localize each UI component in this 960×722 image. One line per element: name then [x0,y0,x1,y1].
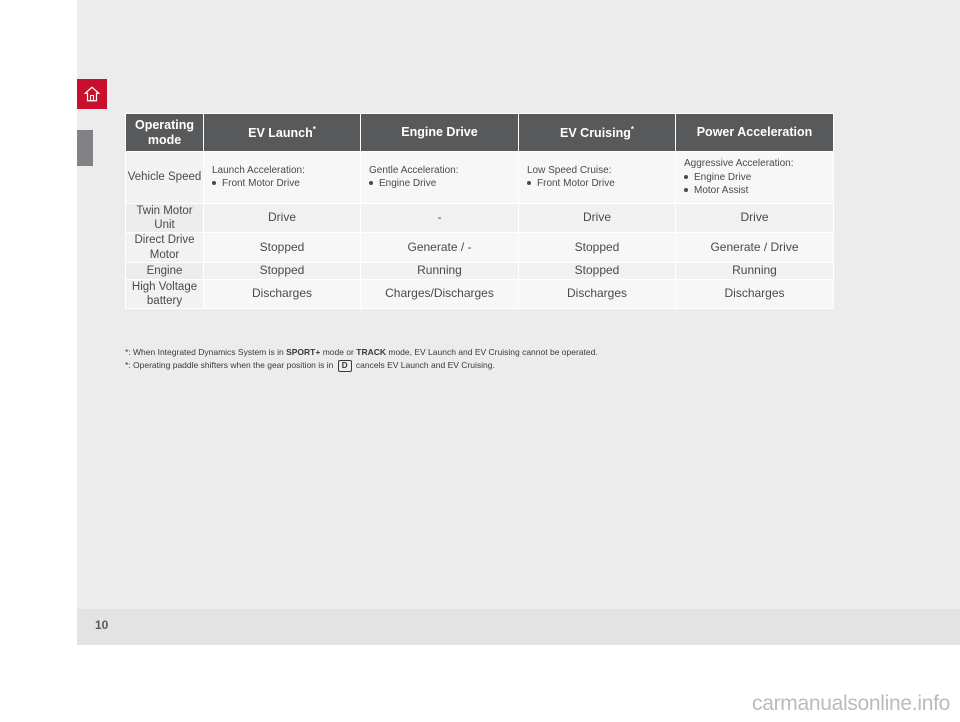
cell-vehicle-speed-engine-drive [361,152,519,204]
footnote-marker-ev-cruising: * [630,124,634,134]
row-header-direct-drive-motor: Direct Drive Motor [126,233,204,263]
cell-high-voltage-battery-ev-launch: Discharges [204,279,361,309]
operating-mode-table [125,113,834,309]
home-icon [83,85,101,103]
cell-bullet: Engine Drive [684,171,825,185]
page-footer-bar [77,609,960,645]
table-row [126,263,834,280]
cell-engine-ev-cruising: Stopped [519,263,676,280]
sidebar-tab-marker [77,130,93,166]
cell-bullet: Motor Assist [684,184,825,198]
cell-vehicle-speed-ev-cruising [519,152,676,204]
cell-direct-drive-motor-ev-launch: Stopped [204,233,361,263]
page-number: 10 [95,618,109,632]
cell-bullet: Front Motor Drive [527,177,667,191]
operating-mode-table-wrapper [125,113,833,309]
footnote-1: *: When Integrated Dynamics System is in SPORT+ mode or TRACK mode, EV Launch and EV Cruising cannot be operated. [125,347,598,357]
cell-title: Low Speed Cruise: [527,164,612,176]
row-header-vehicle-speed: Vehicle Speed [126,152,204,204]
cell-twin-motor-unit-ev-launch: Drive [204,203,361,233]
table-header-row [126,114,834,152]
table-row [126,203,834,233]
cell-twin-motor-unit-ev-cruising: Drive [519,203,676,233]
cell-engine-engine-drive: Running [361,263,519,280]
footnote-marker-ev-launch: * [312,124,316,134]
table-row [126,279,834,309]
cell-high-voltage-battery-power-acceleration: Discharges [676,279,834,309]
cell-twin-motor-unit-engine-drive: - [361,203,519,233]
home-button[interactable] [77,79,107,109]
bullet-dot-icon [212,181,216,185]
gear-position-d-icon: D [338,360,352,372]
watermark: carmanualsonline.info [752,692,950,715]
cell-bullet: Front Motor Drive [212,177,352,191]
cell-title: Gentle Acceleration: [369,164,459,176]
cell-engine-ev-launch: Stopped [204,263,361,280]
bullet-dot-icon [527,181,531,185]
cell-bullet: Engine Drive [369,177,510,191]
row-header-twin-motor-unit: Twin Motor Unit [126,203,204,233]
column-header-engine-drive: Engine Drive [361,114,519,152]
bullet-dot-icon [684,188,688,192]
cell-vehicle-speed-power-acceleration [676,152,834,204]
row-header-engine: Engine [126,263,204,280]
table-row [126,152,834,204]
cell-title: Launch Acceleration: [212,164,305,176]
column-header-operating-mode: Operating mode [126,114,204,152]
cell-title: Aggressive Acceleration: [684,158,794,169]
row-header-high-voltage-battery: High Voltage battery [126,279,204,309]
cell-engine-power-acceleration: Running [676,263,834,280]
column-header-ev-launch: EV Launch* [204,114,361,152]
page-background [77,0,960,645]
cell-twin-motor-unit-power-acceleration: Drive [676,203,834,233]
footnotes [125,346,885,372]
footnote-2: *: Operating paddle shifters when the gear position is in D cancels EV Launch and EV Cruising. [125,360,495,371]
bullet-dot-icon [369,181,373,185]
cell-direct-drive-motor-ev-cruising: Stopped [519,233,676,263]
cell-direct-drive-motor-engine-drive: Generate / - [361,233,519,263]
cell-high-voltage-battery-engine-drive: Charges/Discharges [361,279,519,309]
column-header-ev-cruising: EV Cruising* [519,114,676,152]
cell-vehicle-speed-ev-launch [204,152,361,204]
cell-high-voltage-battery-ev-cruising: Discharges [519,279,676,309]
table-row [126,233,834,263]
column-header-power-acceleration: Power Acceleration [676,114,834,152]
cell-direct-drive-motor-power-acceleration: Generate / Drive [676,233,834,263]
bullet-dot-icon [684,175,688,179]
